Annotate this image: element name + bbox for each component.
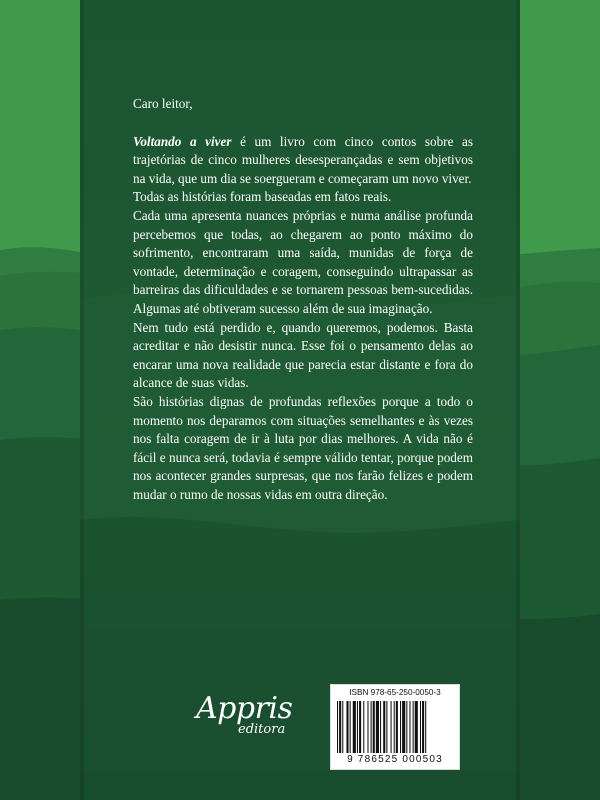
- barcode-stripe: [367, 701, 368, 753]
- barcode-stripe: [402, 701, 405, 753]
- barcode-stripe: [373, 701, 375, 753]
- isbn-barcode: [330, 684, 460, 770]
- barcode-stripe: [391, 701, 392, 753]
- barcode-stripe: [337, 701, 338, 753]
- barcode-stripe: [420, 701, 421, 753]
- letter-greeting: Caro leitor,: [133, 96, 193, 111]
- barcode-stripe: [380, 701, 381, 753]
- barcode-stripe: [400, 701, 401, 753]
- barcode-stripe: [342, 701, 343, 753]
- barcode-stripe: [394, 701, 395, 753]
- barcode-digits: 9 786525 000503: [347, 754, 443, 765]
- letter-intro-text: é um livro com cinco contos sobre as trajetórias de cinco mulheres desesperançadas e sem objetivos na vida, que um dia se soergueram e começaram um novo viver.: [133, 133, 473, 186]
- barcode-stripe: [425, 701, 426, 753]
- book-title: Voltando a viver: [133, 133, 232, 149]
- barcode-stripe: [415, 701, 418, 753]
- letter-paragraph-2: Todas as histórias foram baseadas em fatos reais.: [133, 189, 392, 205]
- barcode-stripe: [339, 701, 341, 753]
- barcode-stripe: [396, 701, 398, 753]
- publisher-logo: [196, 692, 296, 752]
- isbn-label: ISBN 978-65-250-0050-3: [349, 688, 441, 697]
- barcode-stripe: [346, 701, 348, 753]
- barcode-stripe: [357, 701, 358, 753]
- barcode-stripe: [353, 701, 356, 753]
- barcode-stripe: [363, 701, 364, 753]
- publisher-logo-name: Appris: [196, 691, 293, 726]
- publisher-logo-subtitle: editora: [238, 722, 286, 737]
- barcode-stripe: [422, 701, 424, 753]
- barcode-stripe: [350, 701, 351, 753]
- barcode-stripe: [406, 701, 407, 753]
- barcode-stripe: [413, 701, 414, 753]
- letter-paragraph-4: Nem tudo está perdido e, quando queremos, podemos. Basta acreditar e não desistir nunca. Esse foi o pensamento delas ao encarar uma nova realidade que parecia estar distante e fora do alcance de suas vidas.: [133, 319, 473, 391]
- barcode-stripe: [376, 701, 379, 753]
- barcode-stripe: [359, 701, 361, 753]
- panel-edge-right: [516, 0, 520, 800]
- letter-paragraph-3: Cada uma apresenta nuances próprias e numa análise profunda percebemos que todas, ao chegarem ao ponto máximo do sofrimento, encontraram uma saída, munidas de força de vontade, determinação e coragem, conseguindo ultrapassar as barreiras das dificuldades e se tornarem pessoas bem-sucedidas. Algumas até obtiveram sucesso além de sua imaginação.: [133, 207, 473, 316]
- barcode-stripe: [409, 701, 410, 753]
- reader-letter: [133, 95, 473, 504]
- panel-edge-left: [80, 0, 84, 800]
- letter-paragraph-5: São histórias dignas de profundas reflexões porque a todo o momento nos deparamos com situações semelhantes e às vezes nos falta coragem de ir à luta por dias melhores. A vida não é fácil e nunca será, todavia é sempre válido tentar, porque podem nos acontecer grandes surpresas, que nos farão felizes e podem mudar o rumo de nossas vidas em outra direção.: [133, 393, 473, 502]
- barcode-stripe: [386, 701, 387, 753]
- barcode-bars: [337, 701, 453, 753]
- letter-intro: [133, 133, 473, 189]
- barcode-stripe: [371, 701, 372, 753]
- barcode-stripe: [383, 701, 385, 753]
